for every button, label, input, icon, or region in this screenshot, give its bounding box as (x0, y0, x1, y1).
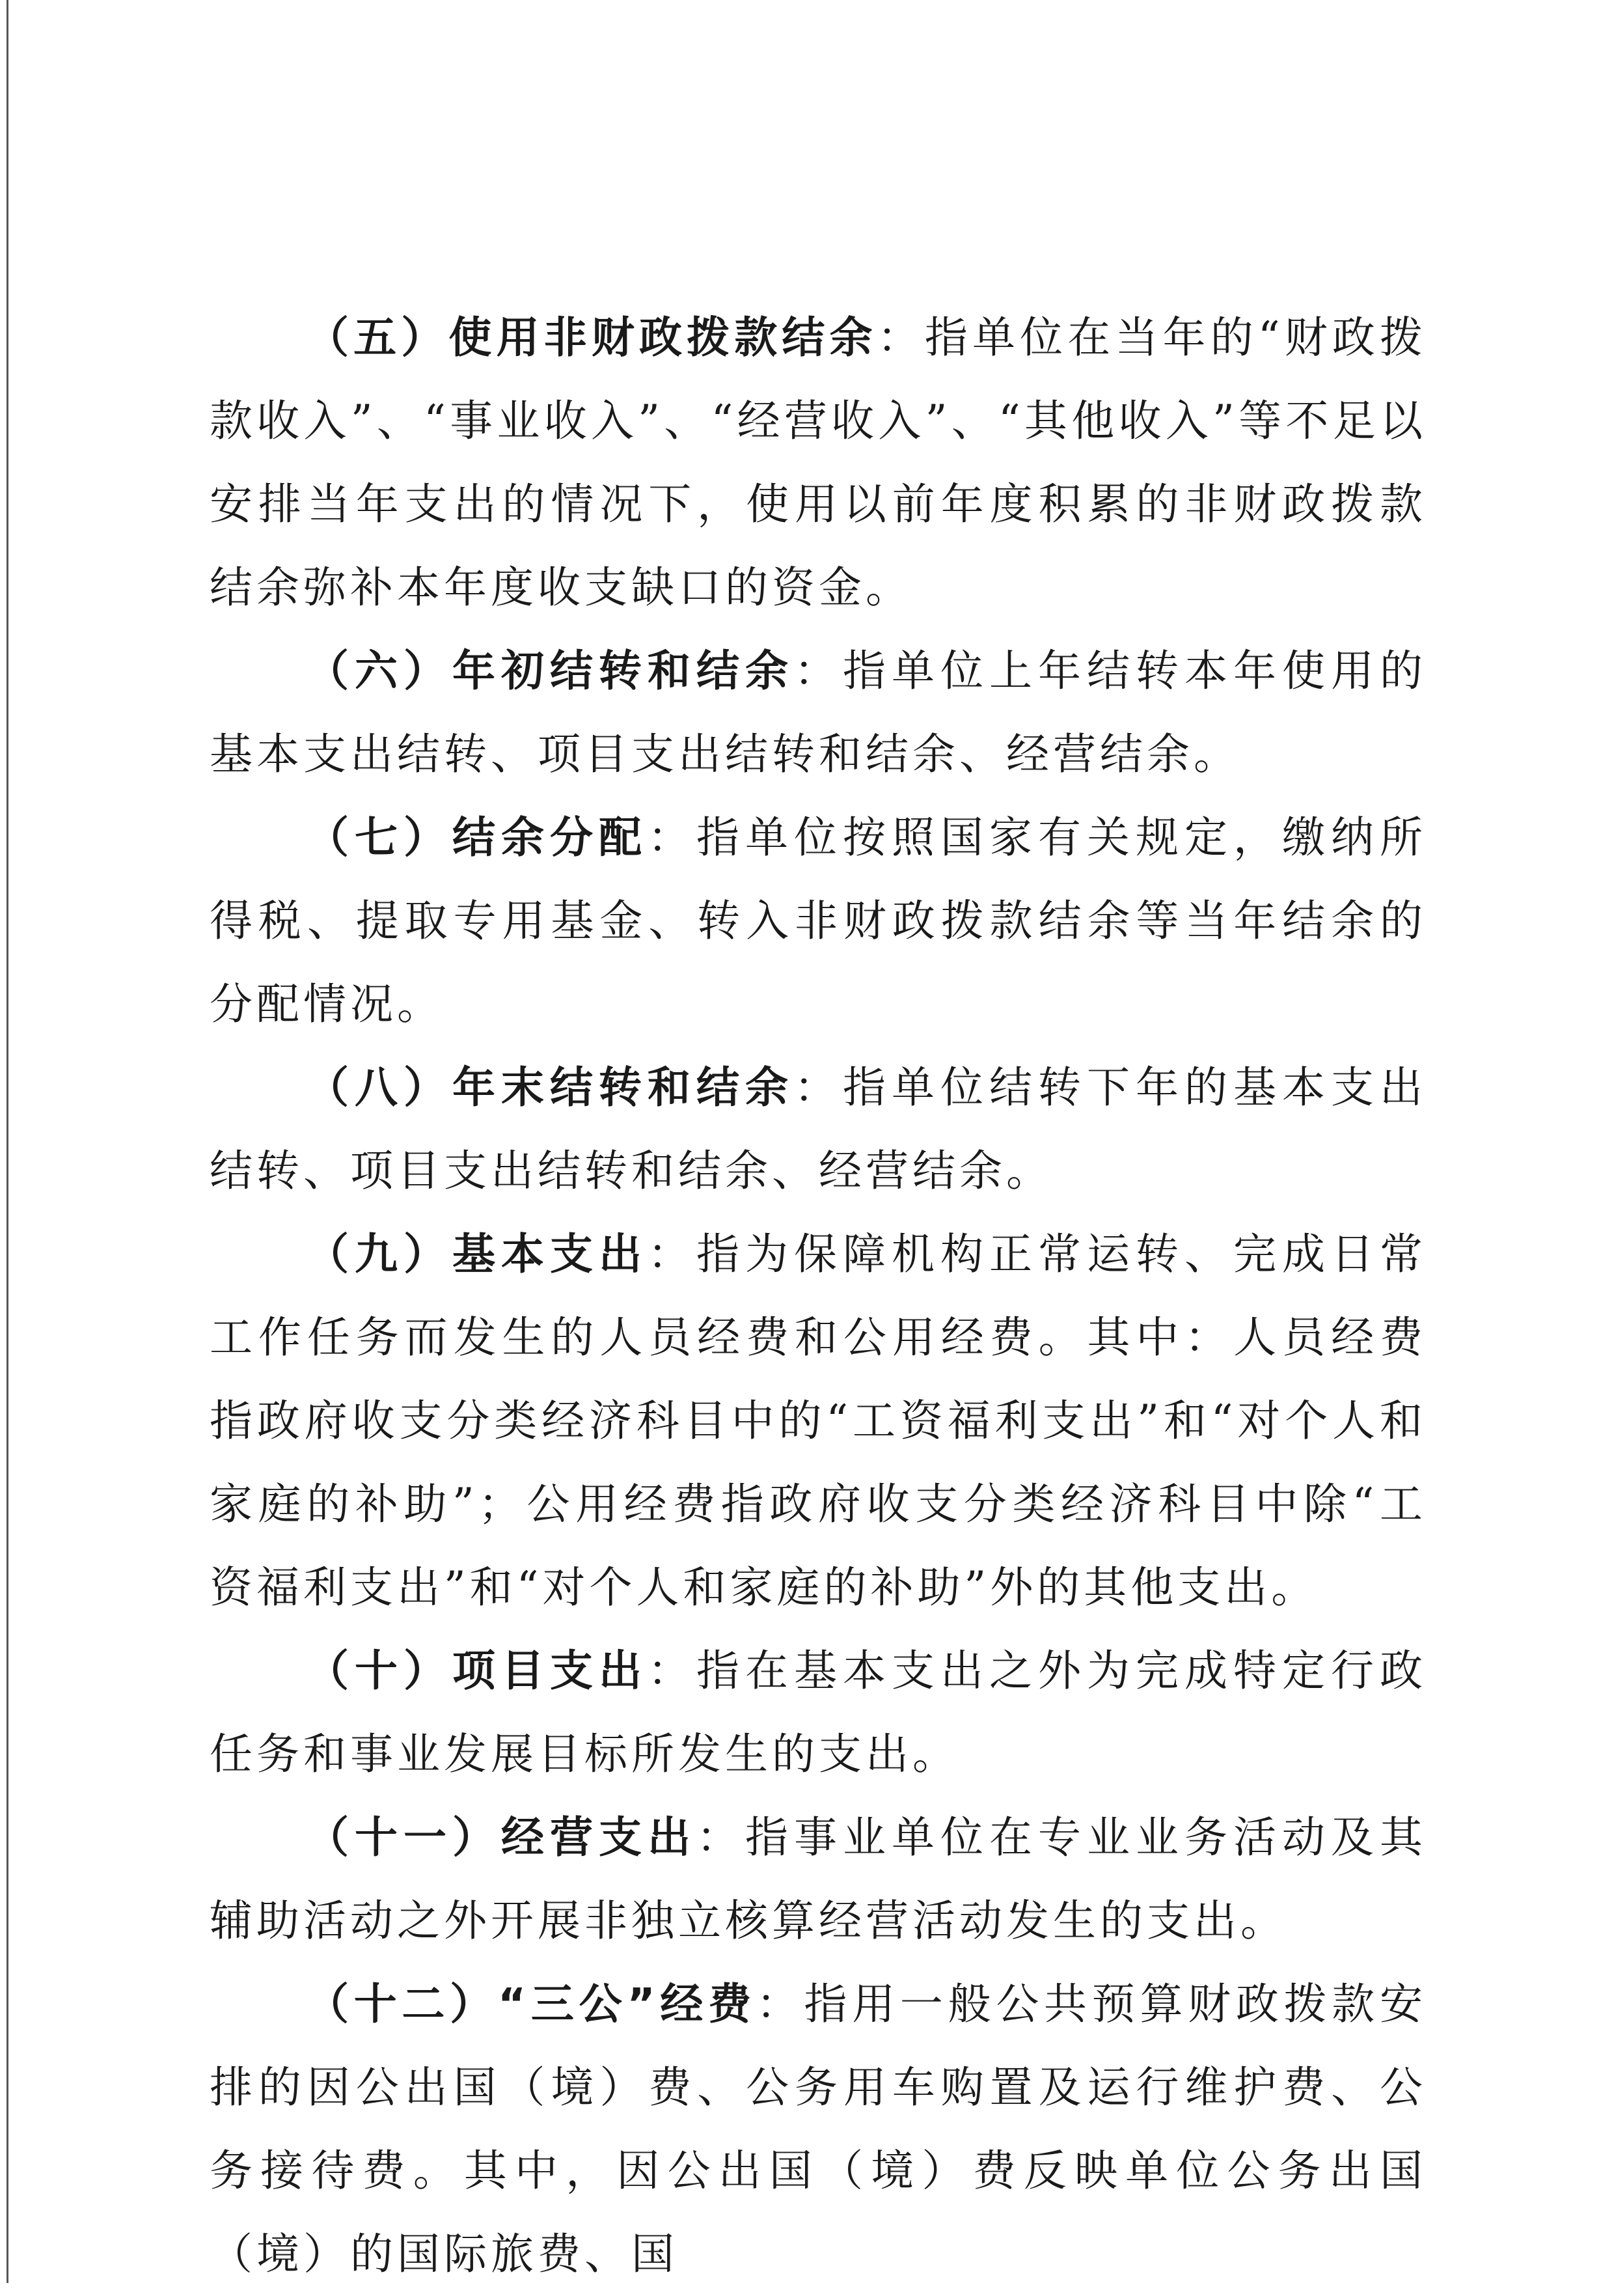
definition-term: （九）基本支出 (306, 1229, 648, 1279)
definition-term: （五）使用非财政拨款结余 (306, 312, 877, 363)
definition-text: ：指单位上年结转本年使用的基本支出结转、项目支出结转和结余、经营结余。 (210, 646, 1427, 779)
definition-term: （八）年末结转和结余 (306, 1062, 794, 1113)
definition-paragraph-six (210, 629, 1427, 796)
definition-paragraph-five (210, 296, 1427, 629)
definition-text: ：指用一般公共预算财政拨款安排的因公出国（境）费、公务用车购置及运行维护费、公务接待费。其中，因公出国（境）费反映单位公务出国（境）的国际旅费、国 (210, 1979, 1427, 2279)
definition-paragraph-eleven (210, 1796, 1427, 1963)
definition-term: （十二）“三公”经费 (306, 1979, 756, 2029)
definition-text: ：指为保障机构正常运转、完成日常工作任务而发生的人员经费和公用经费。其中：人员经费指政府收支分类经济科目中的“工资福利支出”和“对个人和家庭的补助”；公用经费指政府收支分类经济科目中除“工资福利支出”和“对个人和家庭的补助”外的其他支出。 (210, 1229, 1427, 1612)
definition-term: （七）结余分配 (306, 812, 648, 863)
document-body (210, 296, 1427, 2296)
definition-term: （六）年初结转和结余 (306, 646, 794, 696)
definition-text: ：指单位按照国家有关规定，缴纳所得税、提取专用基金、转入非财政拨款结余等当年结余的分配情况。 (210, 812, 1427, 1029)
definition-text: ：指在基本支出之外为完成特定行政任务和事业发展目标所发生的支出。 (210, 1646, 1427, 1779)
definition-paragraph-eight (210, 1046, 1427, 1213)
definition-paragraph-seven (210, 796, 1427, 1046)
scan-page-edge (7, 0, 8, 2283)
definition-text: ：指单位结转下年的基本支出结转、项目支出结转和结余、经营结余。 (210, 1062, 1427, 1196)
definition-paragraph-ten (210, 1629, 1427, 1796)
definition-term: （十）项目支出 (306, 1646, 648, 1696)
definition-paragraph-twelve (210, 1963, 1427, 2296)
definition-text: ：指单位在当年的“财政拨款收入”、“事业收入”、“经营收入”、“其他收入”等不足以安排当年支出的情况下，使用以前年度积累的非财政拨款结余弥补本年度收支缺口的资金。 (210, 312, 1427, 613)
definition-term: （十一）经营支出 (306, 1812, 696, 1862)
definition-text: ：指事业单位在专业业务活动及其辅助活动之外开展非独立核算经营活动发生的支出。 (210, 1812, 1427, 1946)
definition-paragraph-nine (210, 1213, 1427, 1629)
